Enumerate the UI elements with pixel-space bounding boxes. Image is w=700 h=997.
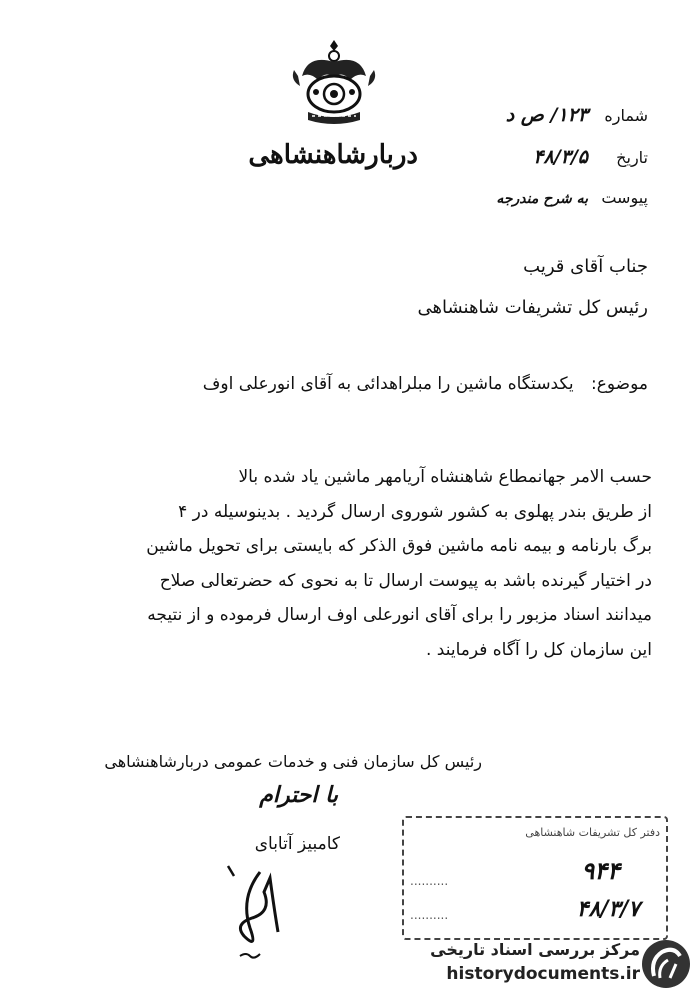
handwritten-closing: با احترام — [259, 782, 338, 808]
letter-body — [48, 460, 652, 667]
archive-logo-icon — [640, 938, 692, 990]
watermark-text-fa: مرکز بررسی اسناد تاریخی — [430, 940, 640, 959]
stamp-dotted-line: .......... — [410, 908, 449, 922]
number-label: شماره — [604, 106, 648, 125]
date-value: ۴۸/۳/۵ — [533, 146, 588, 168]
letter-date-row — [388, 146, 648, 176]
recipient-name: جناب آقای قریب — [523, 256, 648, 277]
stamp-dotted-line: .......... — [410, 874, 449, 888]
date-label: تاریخ — [616, 148, 648, 167]
signatory-name: کامبیز آتابای — [254, 834, 340, 854]
signature-scribble-icon — [200, 858, 340, 968]
letter-number-row — [388, 104, 648, 134]
subject-line — [88, 374, 648, 394]
stamp-date: ۴۸/۳/۷ — [576, 896, 640, 922]
attachment-label: پیوست — [601, 188, 648, 207]
court-title: دربارشاهنشاهی — [248, 140, 418, 170]
letter-attachment-row — [388, 188, 648, 218]
stamp-header: دفتر کل تشریفات شاهنشاهی — [525, 826, 660, 839]
body-line: حسب الامر جهانمطاع شاهنشاه آریامهر ماشین یاد شده بالا — [238, 467, 652, 487]
body-line: در اختیار گیرنده باشد به پیوست ارسال تا به نحوی که حضرتعالی صلاح — [159, 570, 652, 591]
body-line: میدانند اسناد مزبور را برای آقای انورعلی اوف ارسال فرموده و از نتیجه — [147, 605, 652, 625]
body-line: از طریق بندر پهلوی به کشور شوروی ارسال گردید . بدینوسیله در ۴ — [178, 501, 652, 522]
subject-label: موضوع: — [591, 374, 648, 394]
number-value: ۱۲۳/ ص د — [505, 104, 588, 126]
recipient-title: رئیس کل تشریفات شاهنشاهی — [417, 297, 648, 318]
watermark-text-en: historydocuments.ir — [446, 964, 640, 984]
pahlavi-crown-icon — [288, 36, 380, 132]
subject-text: یکدستگاه ماشین را مبلراهدائی به آقای انورعلی اوف — [202, 374, 574, 394]
body-line: برگ بارنامه و بیمه نامه ماشین فوق الذکر که بایستی برای تحویل ماشین — [146, 536, 652, 556]
body-line: این سازمان کل را آگاه فرمایند . — [425, 639, 652, 660]
attachment-value: به شرح مندرجه — [496, 191, 588, 207]
signatory-title: رئیس کل سازمان فنی و خدمات عمومی دربارشاهنشاهی — [104, 752, 482, 771]
stamp-registration-number: ۹۴۴ — [581, 856, 620, 885]
